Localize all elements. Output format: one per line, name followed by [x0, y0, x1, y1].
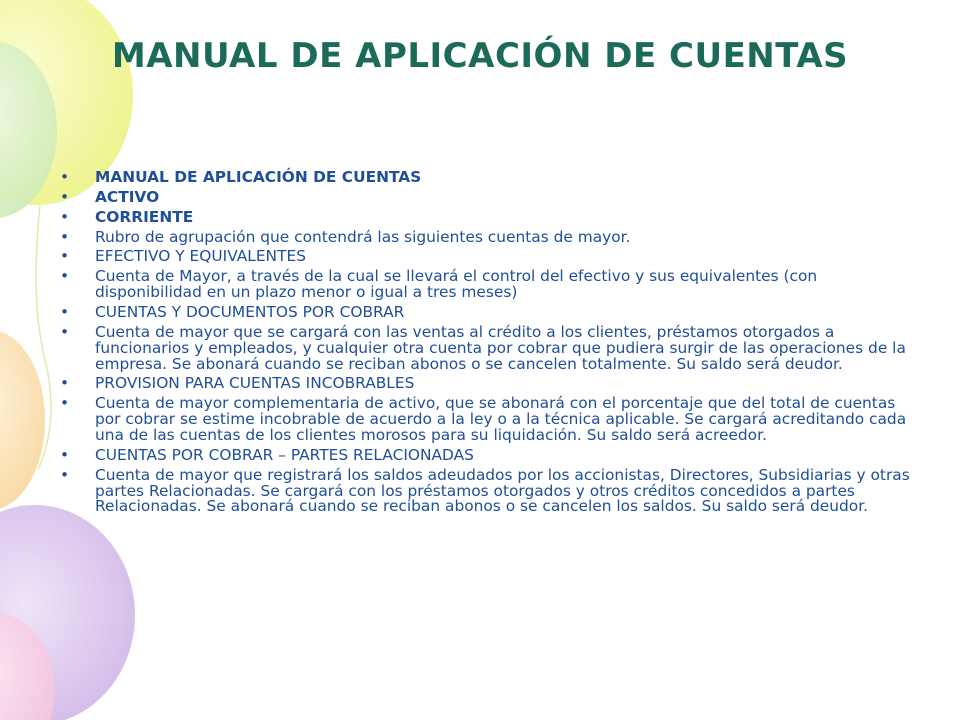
list-item-text: MANUAL DE APLICACIÓN DE CUENTAS [95, 168, 422, 186]
list-item-text: Cuenta de Mayor, a través de la cual se llevará el control del efectivo y sus equivalentes (con disponibilidad en un plazo menor o igual a tres meses) [95, 267, 818, 302]
list-item-text: PROVISION PARA CUENTAS INCOBRABLES [95, 374, 415, 393]
bullet-icon: • [60, 445, 70, 464]
list-item [60, 170, 910, 186]
bullet-icon: • [60, 374, 70, 393]
list-item-text: Rubro de agrupación que contendrá las siguientes cuentas de mayor. [95, 227, 631, 246]
list-item [60, 465, 910, 516]
list-item-text: EFECTIVO Y EQUIVALENTES [95, 247, 306, 266]
list-item [60, 376, 910, 392]
list-item-text: ACTIVO [95, 187, 160, 206]
bullet-icon: • [60, 322, 70, 341]
list-item [60, 269, 910, 301]
list-item [60, 396, 910, 444]
list-item [60, 305, 910, 321]
list-item-text: Cuenta de mayor que registrará los saldos adeudados por los accionistas, Directores, Subsidiarias y otras partes Relacionadas. Se cargará con los préstamos otorgados y otros créditos concedidos a partes Relacionadas. Se abonará cuando se reciban abonos o se cancelen los saldos. Su saldo será deudor. [95, 465, 910, 516]
bullet-icon: • [60, 247, 70, 266]
list-item-text: Cuenta de mayor complementaria de activo, que se abonará con el porcentaje que del total de cuentas por cobrar se estime incobrable de acuerdo a la ley o a la técnica aplicable. Se cargará acreditando cada una de las cuentas de los clientes morosos para su liquidación. Su saldo será acreedor. [95, 394, 907, 445]
bullet-list [60, 170, 910, 515]
list-item [60, 322, 910, 373]
list-item [60, 249, 910, 265]
list-item [60, 207, 910, 226]
bullet-icon: • [60, 394, 70, 413]
list-item-text: CUENTAS POR COBRAR – PARTES RELACIONADAS [95, 445, 474, 464]
bullet-icon: • [60, 303, 70, 322]
bullet-icon: • [60, 267, 70, 286]
list-item-text: Cuenta de mayor que se cargará con las ventas al crédito a los clientes, préstamos otorgados a funcionarios y empleados, y cualquier otra cuenta por cobrar que pudiera surgir de las operaciones de la empresa. Se abonará cuando se reciban abonos o se cancelen totalmente. Su saldo será deudor. [95, 322, 906, 373]
bullet-icon: • [60, 227, 70, 246]
bullet-icon: • [60, 187, 70, 206]
bullet-icon: • [60, 465, 70, 484]
bullet-icon: • [60, 207, 70, 226]
list-item [60, 227, 910, 246]
page-title: MANUAL DE APLICACIÓN DE CUENTAS [111, 36, 849, 76]
list-item [60, 187, 910, 206]
list-item-text: CUENTAS Y DOCUMENTOS POR COBRAR [95, 303, 405, 322]
content-body [60, 170, 910, 519]
list-item-text: CORRIENTE [95, 207, 194, 226]
list-item [60, 445, 910, 464]
balloon-orange [0, 330, 45, 510]
bullet-icon: • [60, 168, 70, 186]
